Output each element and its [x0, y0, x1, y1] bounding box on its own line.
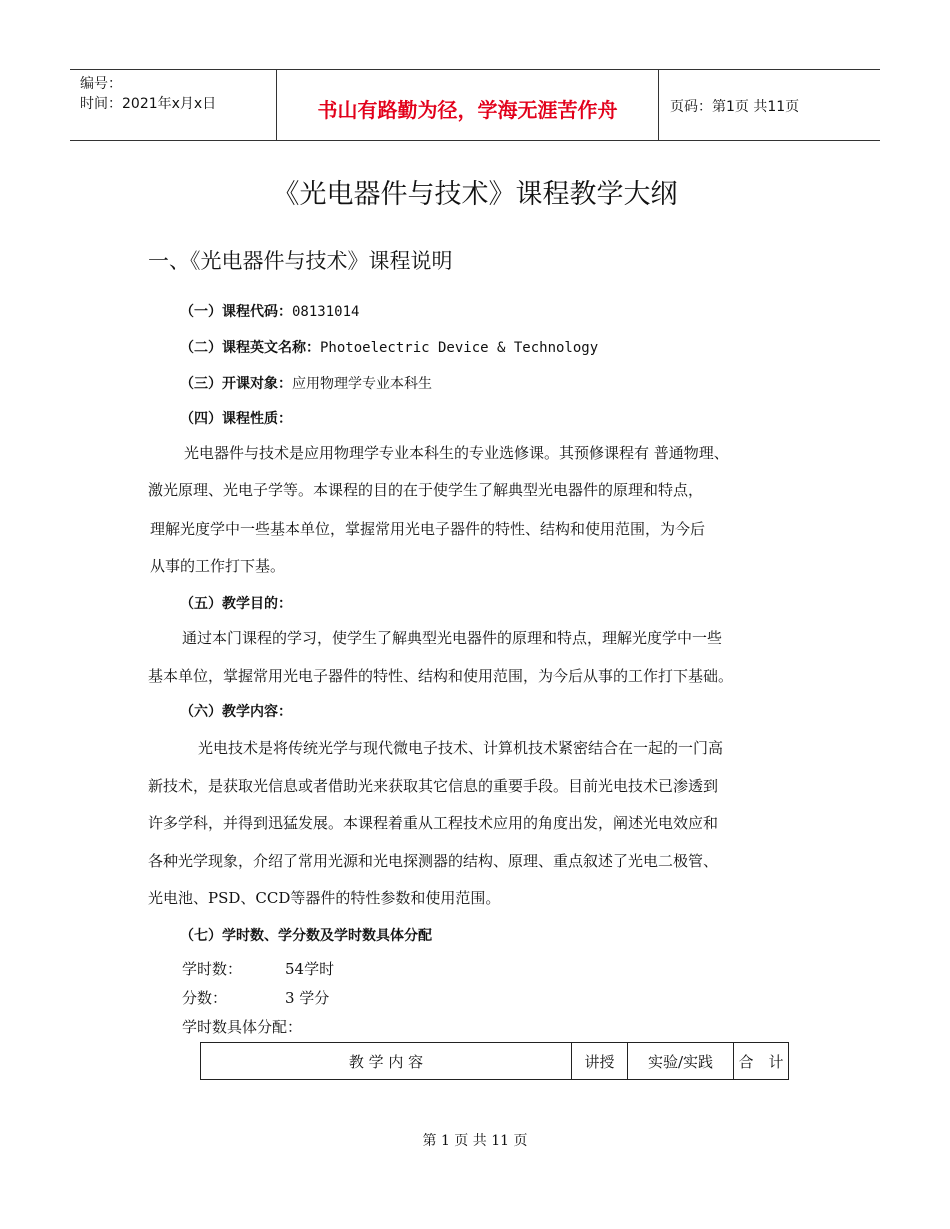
- credit-row: [182, 987, 330, 1008]
- paragraph-line: 新技术，是获取光信息或者借助光来获取其它信息的重要手段。目前光电技术已渗透到: [148, 777, 719, 795]
- credit-key: 分数：: [182, 989, 228, 1007]
- hours-key: 学时数：: [182, 960, 243, 978]
- table-header-total: 合 计: [734, 1043, 789, 1080]
- course-english-label: （二）课程英文名称：: [180, 340, 320, 356]
- course-code-value: 08131014: [292, 304, 360, 320]
- table-header-lecture: 讲授: [572, 1043, 628, 1080]
- table-header-content: 教 学 内 容: [201, 1043, 572, 1080]
- allocation-row: [182, 1016, 302, 1037]
- credit-value: 3 学分: [285, 989, 330, 1007]
- section-heading: 一、《光电器件与技术》课程说明: [148, 249, 453, 273]
- allocation-key: 学时数具体分配：: [182, 1018, 303, 1036]
- hours-allocation-table: [200, 1042, 789, 1080]
- page-header: [70, 69, 880, 141]
- teaching-goal: [180, 593, 292, 613]
- hours-value: 54学时: [285, 960, 335, 978]
- paragraph-line: 通过本门课程的学习，使学生了解典型光电器件的原理和特点，理解光度学中一些: [182, 629, 723, 647]
- header-page-info: 页码：第1页 共11页: [670, 99, 800, 115]
- hours-credits-label: （七）学时数、学分数及学时数具体分配: [180, 928, 432, 944]
- teaching-content-label: （六）教学内容：: [180, 704, 292, 720]
- hours-row: [182, 958, 335, 979]
- paragraph-line: 各种光学现象，介绍了常用光源和光电探测器的结构、原理、重点叙述了光电二极管、: [148, 852, 719, 870]
- course-english-name: [180, 337, 598, 357]
- header-meta: [80, 74, 275, 114]
- course-english-value: Photoelectric Device & Technology: [320, 340, 599, 356]
- paragraph-line: 光电池、PSD、CCD等器件的特性参数和使用范围。: [148, 889, 501, 907]
- course-code: [180, 301, 359, 321]
- course-code-label: （一）课程代码：: [180, 304, 292, 320]
- course-nature-label: （四）课程性质：: [180, 411, 292, 427]
- paragraph-line: 许多学科，并得到迅猛发展。本课程着重从工程技术应用的角度出发，阐述光电效应和: [148, 814, 719, 832]
- paragraph-line: 光电器件与技术是应用物理学专业本科生的专业选修课。其预修课程有 普通物理、: [184, 444, 729, 462]
- course-target-value: 应用物理学专业本科生: [292, 376, 432, 392]
- paragraph-line: 光电技术是将传统光学与现代微电子技术、计算机技术紧密结合在一起的一门高: [198, 739, 724, 757]
- paragraph-line: 从事的工作打下基。: [150, 557, 286, 575]
- header-divider: [658, 70, 659, 140]
- teaching-goal-label: （五）教学目的：: [180, 596, 292, 612]
- header-motto: 书山有路勤为径，学海无涯苦作舟: [317, 98, 618, 122]
- paragraph-line: 基本单位，掌握常用光电子器件的特性、结构和使用范围，为今后从事的工作打下基础。: [148, 667, 734, 685]
- course-target-label: （三）开课对象：: [180, 376, 292, 392]
- course-target: [180, 373, 432, 393]
- header-date: 时间：2021年x月x日: [80, 96, 217, 112]
- paragraph-line: 理解光度学中一些基本单位，掌握常用光电子器件的特性、结构和使用范围，为今后: [150, 520, 706, 538]
- course-nature: [180, 408, 292, 428]
- header-number: 编号：: [80, 76, 122, 92]
- document-title: 《光电器件与技术》课程教学大纲: [272, 179, 678, 210]
- teaching-content: [180, 701, 292, 721]
- paragraph-line: 激光原理、光电子学等。本课程的目的在于使学生了解典型光电器件的原理和特点，: [148, 481, 704, 499]
- table-header-lab: 实验/实践: [628, 1043, 734, 1080]
- table-header-row: [201, 1043, 789, 1080]
- hours-credits: [180, 925, 432, 945]
- page-footer: 第 1 页 共 11 页: [422, 1133, 528, 1149]
